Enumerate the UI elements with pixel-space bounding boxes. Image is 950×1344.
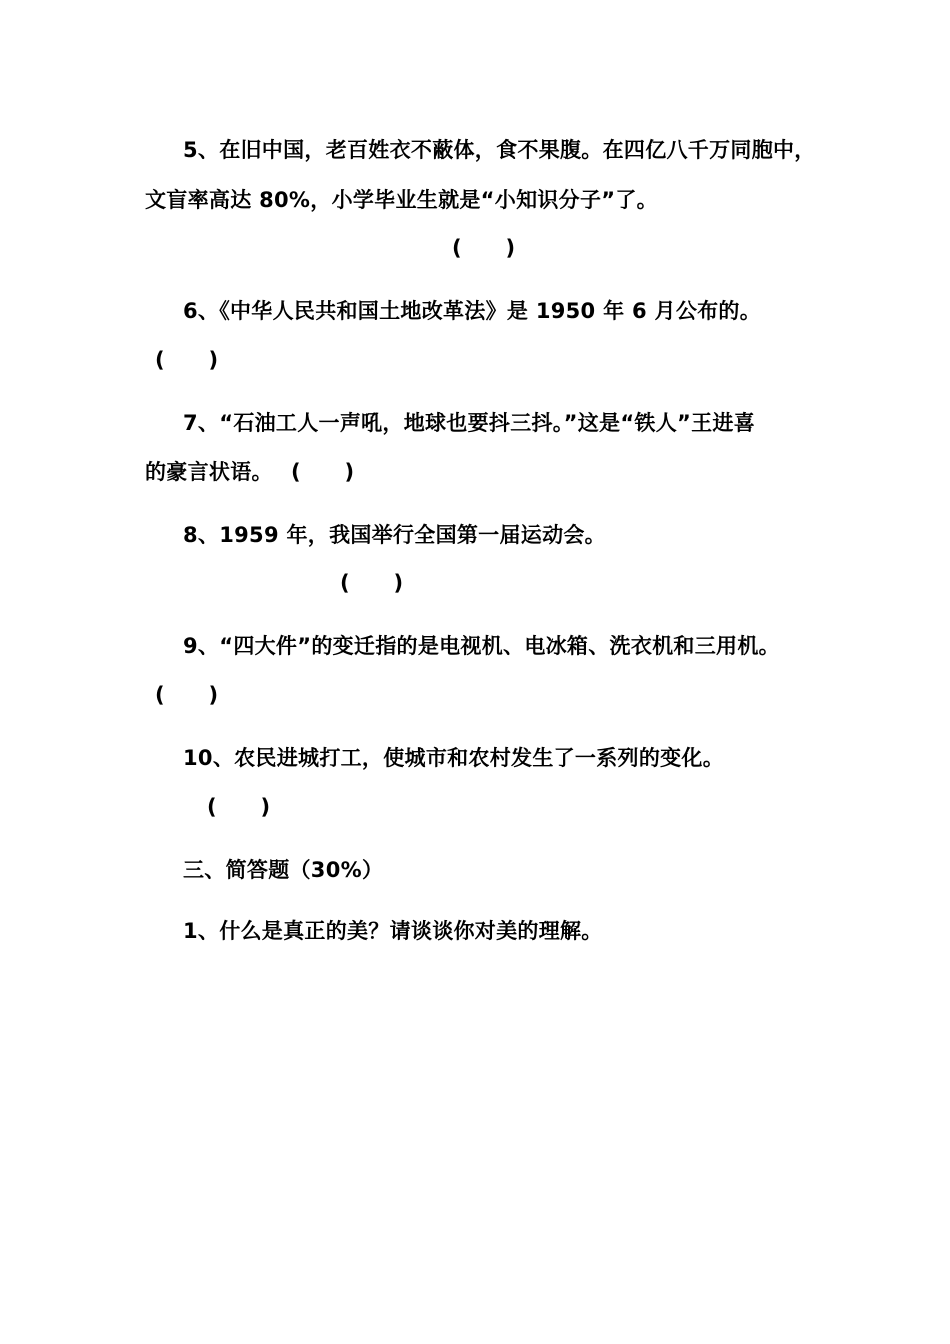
question-5-answer-blank[interactable]: ( )	[452, 236, 516, 260]
question-10-answer-blank[interactable]: ( )	[207, 795, 271, 819]
question-7-line-1: 7、“石油工人一声吼，地球也要抖三抖。”这是“铁人”王进喜	[183, 411, 756, 435]
question-8-answer-blank[interactable]: ( )	[340, 571, 404, 595]
question-6-answer-blank[interactable]: ( )	[155, 348, 219, 372]
question-8-line-1: 8、1959 年，我国举行全国第一届运动会。	[183, 523, 606, 547]
section-3-heading: 三、简答题（30%）	[183, 858, 384, 882]
short-answer-question-1: 1、什么是真正的美？请谈谈你对美的理解。	[183, 919, 603, 943]
question-5-line-2: 文盲率高达 80%，小学毕业生就是“小知识分子”了。	[145, 188, 658, 212]
question-6-line-1: 6、《中华人民共和国土地改革法》是 1950 年 6 月公布的。	[183, 299, 762, 323]
question-9-line-1: 9、“四大件”的变迁指的是电视机、电冰箱、洗衣机和三用机。	[183, 634, 780, 658]
question-9-answer-blank[interactable]: ( )	[155, 683, 219, 707]
question-7-line-2: 的豪言状语。	[145, 460, 273, 484]
question-5-line-1: 5、在旧中国，老百姓衣不蔽体，食不果腹。在四亿八千万同胞中，	[183, 138, 816, 162]
question-10-line-1: 10、农民进城打工，使城市和农村发生了一系列的变化。	[183, 746, 725, 770]
question-7-answer-blank[interactable]: ( )	[291, 460, 355, 484]
